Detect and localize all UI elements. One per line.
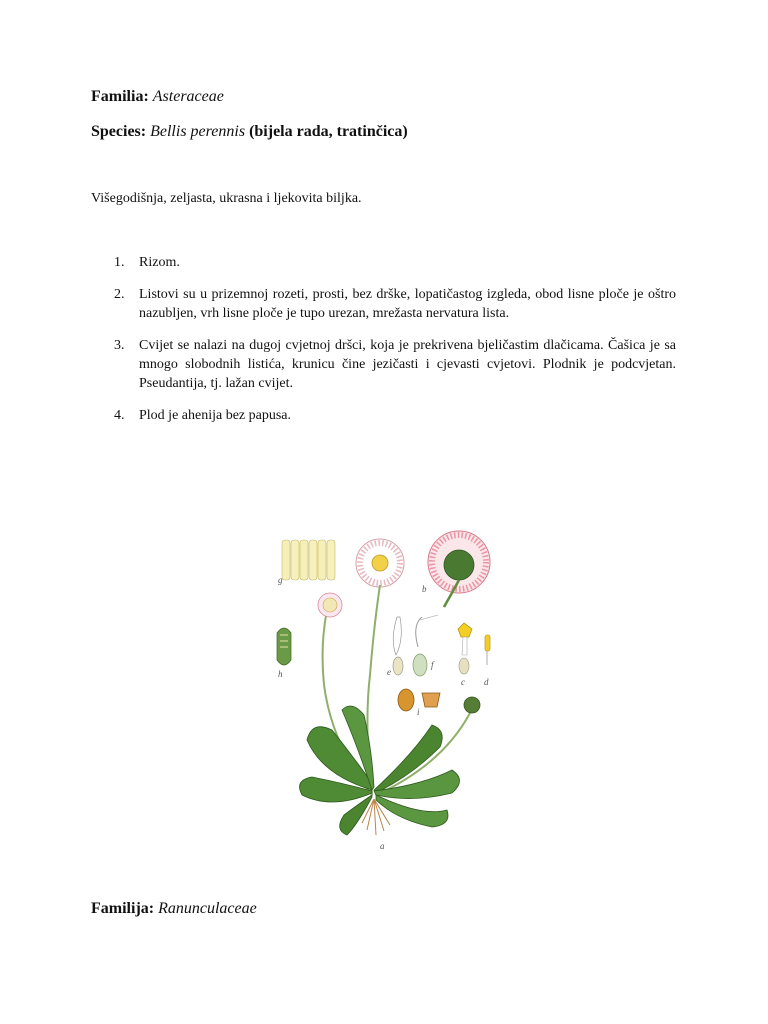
open-flower-head <box>356 539 404 587</box>
familia-name: Asteraceae <box>152 88 224 105</box>
list-item-number: 1. <box>114 255 125 270</box>
familija-heading <box>91 899 257 919</box>
achene-figures <box>398 689 440 717</box>
intro-paragraph: Višegodišnja, zeljasta, ukrasna i ljekovita biljka. <box>91 191 362 206</box>
disc-floret-figures <box>458 623 490 687</box>
label-e: e <box>387 667 391 677</box>
familia-heading <box>91 87 224 107</box>
list-item <box>0 285 676 323</box>
familija-name: Ranunculaceae <box>158 900 257 917</box>
list-item-text: Cvijet se nalazi na dugoj cvjetnoj dršci, koja je prekrivena bjeličastim dlačicama. Čašica je sa mnogo slobodnih listića, krunicu čine jezičasti i cjevasti cvjetovi. Plodnik je podcvjetan. Pseudantija, tj. lažan cvijet. <box>139 338 676 391</box>
label-g: g <box>278 575 283 585</box>
familia-label: Familia: <box>91 88 149 105</box>
label-i: i <box>417 707 420 717</box>
label-a: a <box>380 841 385 851</box>
label-h: h <box>278 669 283 679</box>
floret-detail-figures <box>387 615 438 677</box>
whole-plant-figure <box>300 585 480 851</box>
species-common-name: (bijela rada, tratinčica) <box>249 123 408 140</box>
bellis-perennis-illustration <box>272 525 502 855</box>
list-item-text: Rizom. <box>139 255 180 270</box>
list-item-number: 2. <box>114 287 125 302</box>
flower-back-view <box>422 531 490 607</box>
label-d: d <box>484 677 489 687</box>
label-b: b <box>422 584 427 594</box>
list-item-text: Listovi su u prizemnoj rozeti, prosti, bez drške, lopatičastog izgleda, obod lisne ploče je oštro nazubljen, vrh lisne ploče je tupo urezan, mrežasta nervatura lista. <box>139 287 676 321</box>
species-heading <box>91 122 408 142</box>
species-label: Species: <box>91 123 147 140</box>
label-f: f <box>431 660 434 670</box>
label-c: c <box>461 677 465 687</box>
list-item <box>0 336 676 393</box>
characteristics-list <box>0 253 768 438</box>
list-item-text: Plod je ahenija bez papusa. <box>139 408 292 423</box>
bud-figure <box>277 628 291 679</box>
familija-label: Familija: <box>91 900 155 917</box>
ligule-row-figure <box>278 540 335 585</box>
list-item <box>0 253 676 272</box>
list-item-number: 3. <box>114 338 125 353</box>
list-item <box>0 406 676 425</box>
list-item-number: 4. <box>114 408 125 423</box>
species-name: Bellis perennis <box>150 123 246 140</box>
